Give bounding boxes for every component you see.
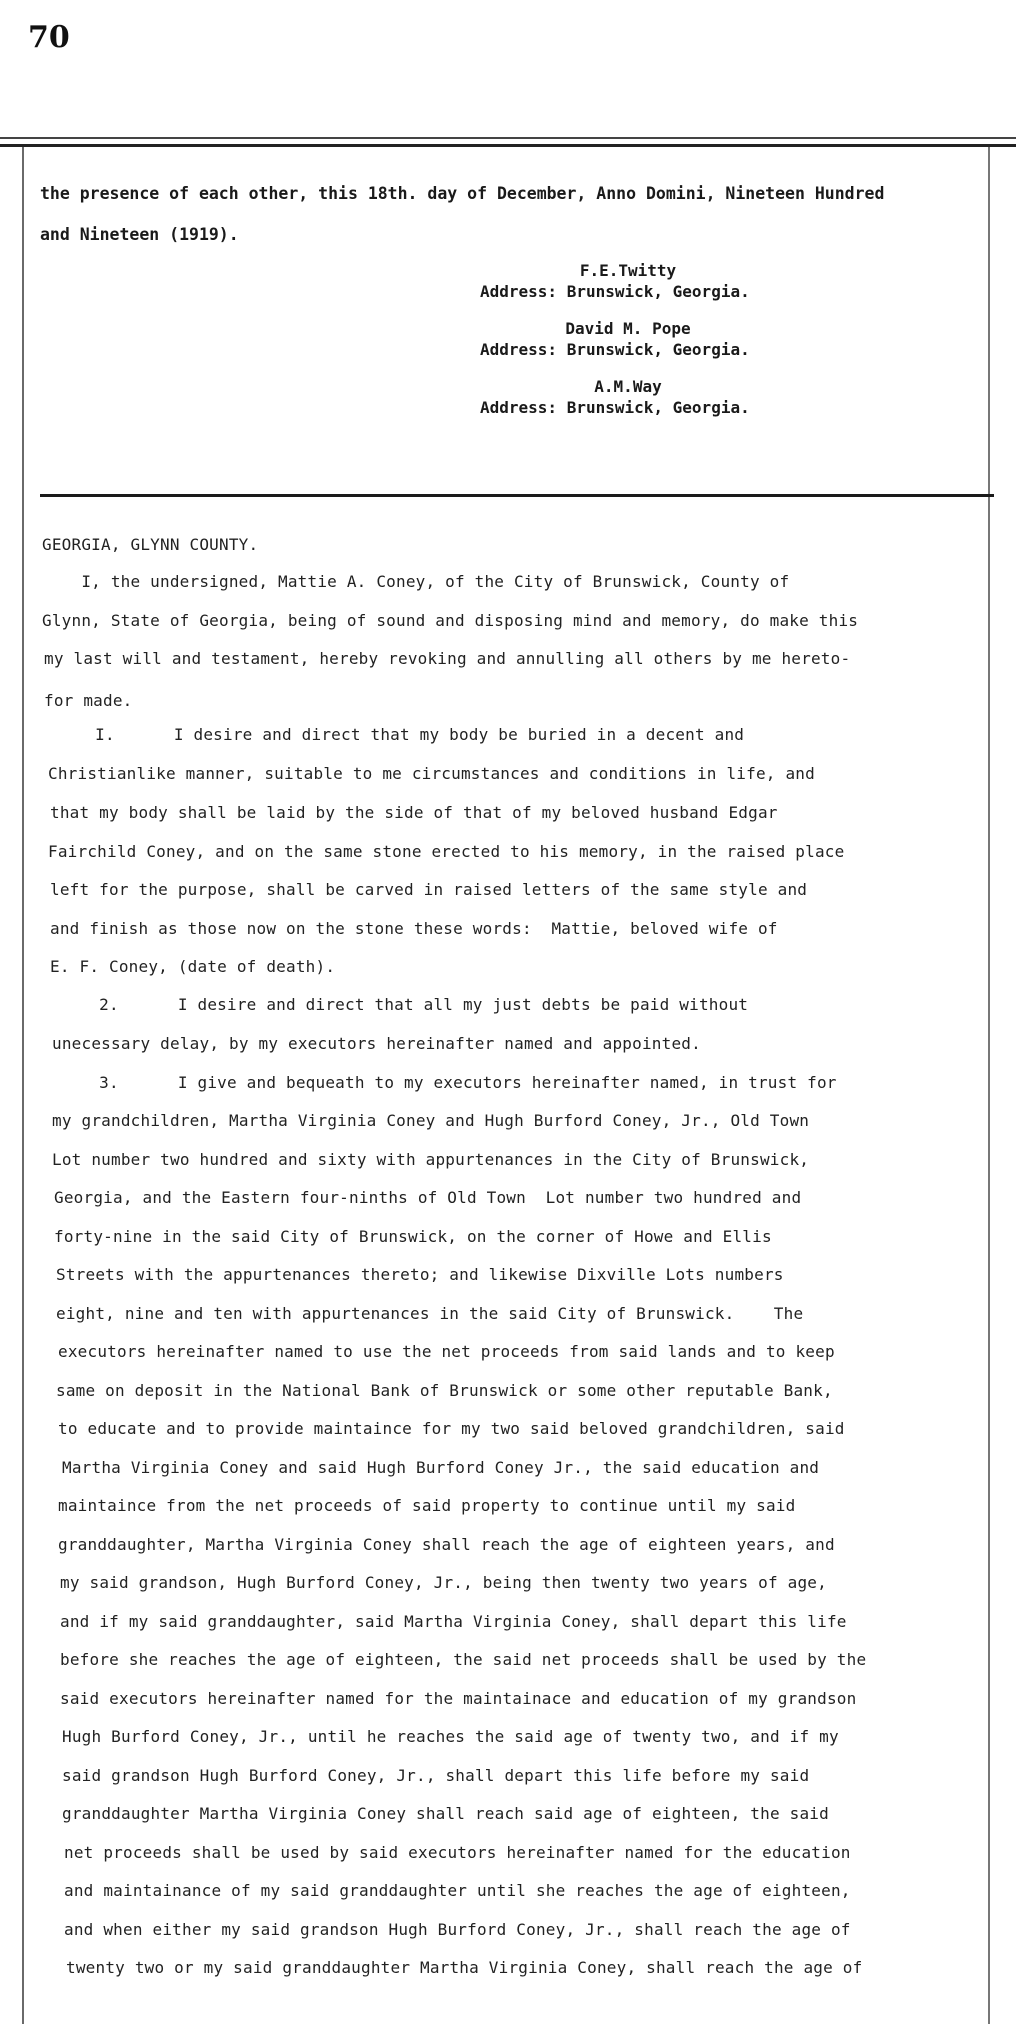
witness-address: Address: Brunswick, Georgia. (480, 340, 750, 359)
will-line: and when either my said grandson Hugh Burford Coney, Jr., shall reach the age of (64, 1920, 851, 1939)
intro-line-1: the presence of each other, this 18th. day of December, Anno Domini, Nineteen Hundred (40, 184, 885, 203)
will-line: before she reaches the age of eighteen, the said net proceeds shall be used by the (60, 1650, 867, 1669)
will-line: Georgia, and the Eastern four-ninths of Old Town Lot number two hundred and (54, 1188, 802, 1207)
will-line: Lot number two hundred and sixty with appurtenances in the City of Brunswick, (52, 1150, 810, 1169)
will-line: same on deposit in the National Bank of Brunswick or some other reputable Bank, (56, 1381, 833, 1400)
right-margin-line (988, 147, 990, 2024)
will-line: said grandson Hugh Burford Coney, Jr., shall depart this life before my said (62, 1766, 810, 1785)
will-line: left for the purpose, shall be carved in raised letters of the same style and (50, 880, 808, 899)
will-line: Glynn, State of Georgia, being of sound and disposing mind and memory, do make this (42, 611, 859, 630)
will-line: that my body shall be laid by the side of that of my beloved husband Edgar (50, 803, 778, 822)
will-line: Christianlike manner, suitable to me circumstances and conditions in life, and (48, 764, 815, 783)
will-line: for made. (44, 691, 133, 710)
section-divider (40, 494, 994, 497)
will-line: my last will and testament, hereby revoking and annulling all others by me hereto- (44, 649, 851, 668)
witness-address: Address: Brunswick, Georgia. (480, 282, 750, 301)
header-rule-thick (0, 144, 1016, 147)
will-line: my grandchildren, Martha Virginia Coney and Hugh Burford Coney, Jr., Old Town (52, 1111, 810, 1130)
witness-name: David M. Pope (565, 319, 691, 338)
will-line: executors hereinafter named to use the net proceeds from said lands and to keep (58, 1342, 835, 1361)
intro-line-2: and Nineteen (1919). (40, 225, 239, 244)
will-line: to educate and to provide maintaince for my two said beloved grandchildren, said (58, 1419, 845, 1438)
will-line: I. I desire and direct that my body be buried in a decent and (46, 725, 745, 744)
will-line: granddaughter Martha Virginia Coney shall reach said age of eighteen, the said (62, 1804, 829, 1823)
will-line: forty-nine in the said City of Brunswick, on the corner of Howe and Ellis (54, 1227, 772, 1246)
will-line: granddaughter, Martha Virginia Coney shall reach the age of eighteen years, and (58, 1535, 835, 1554)
will-line: GEORGIA, GLYNN COUNTY. (42, 535, 259, 554)
will-line: Streets with the appurtenances thereto; and likewise Dixville Lots numbers (56, 1265, 784, 1284)
will-line: E. F. Coney, (date of death). (50, 957, 336, 976)
will-line: Martha Virginia Coney and said Hugh Burford Coney Jr., the said education and (62, 1458, 820, 1477)
will-line: twenty two or my said granddaughter Martha Virginia Coney, shall reach the age of (66, 1958, 863, 1977)
header-rule-thin (0, 137, 1016, 139)
will-line: said executors hereinafter named for the maintainace and education of my grandson (60, 1689, 857, 1708)
will-line: Fairchild Coney, and on the same stone erected to his memory, in the raised place (48, 842, 845, 861)
will-line: net proceeds shall be used by said executors hereinafter named for the education (64, 1843, 851, 1862)
witness-name: A.M.Way (594, 377, 662, 396)
will-line: Hugh Burford Coney, Jr., until he reaches the said age of twenty two, and if my (62, 1727, 839, 1746)
will-line: 2. I desire and direct that all my just debts be paid without (50, 995, 749, 1014)
will-line: I, the undersigned, Mattie A. Coney, of the City of Brunswick, County of (42, 572, 790, 591)
witness-name: F.E.Twitty (579, 261, 677, 280)
will-line: and finish as those now on the stone these words: Mattie, beloved wife of (50, 919, 778, 938)
will-line: unecessary delay, by my executors hereinafter named and appointed. (52, 1034, 701, 1053)
will-line: eight, nine and ten with appurtenances in the said City of Brunswick. The (56, 1304, 804, 1323)
page-number: 70 (28, 20, 70, 55)
left-margin-line (22, 147, 24, 2024)
witness-address: Address: Brunswick, Georgia. (480, 398, 750, 417)
will-line: 3. I give and bequeath to my executors hereinafter named, in trust for (50, 1073, 837, 1092)
will-line: my said grandson, Hugh Burford Coney, Jr., being then twenty two years of age, (60, 1573, 827, 1592)
will-line: and maintainance of my said granddaughter until she reaches the age of eighteen, (64, 1881, 851, 1900)
will-line: maintaince from the net proceeds of said property to continue until my said (58, 1496, 796, 1515)
will-line: and if my said granddaughter, said Martha Virginia Coney, shall depart this life (60, 1612, 847, 1631)
